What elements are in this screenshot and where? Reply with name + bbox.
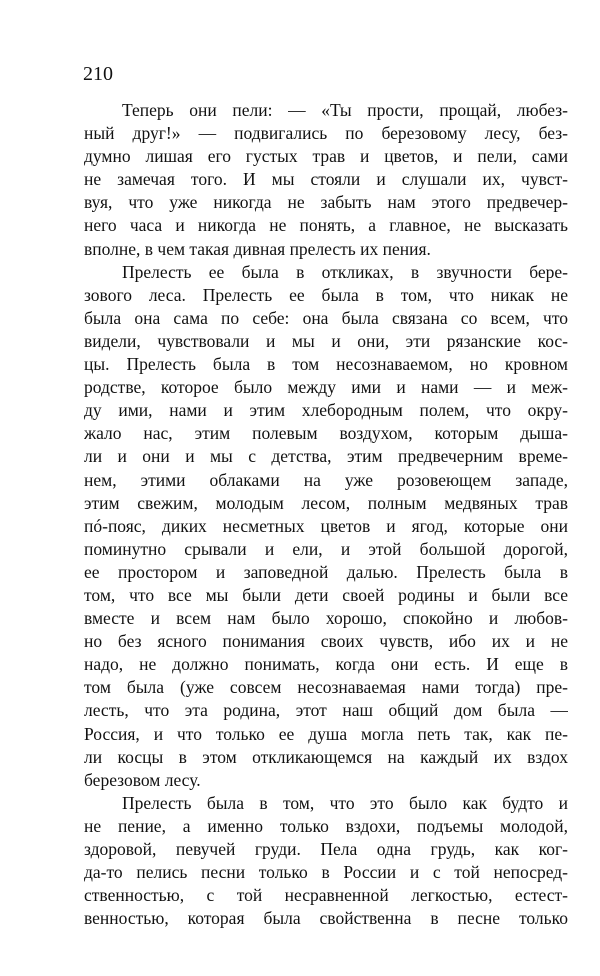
text-line: пó-пояс, диких несметных цветов и ягод, которые они xyxy=(84,515,568,536)
text-line: вместе и всем нам было хорошо, спокойно и любов- xyxy=(84,608,568,629)
text-line: лесть, что эта родина, этот наш общий дом была — xyxy=(84,700,568,721)
text-line: жало нас, этим полевым воздухом, которым дыша- xyxy=(84,423,568,444)
text-line: поминутно срывали и ели, и этой большой дорогой, xyxy=(84,538,568,559)
text-line: родстве, которое было между ими и нами — и меж- xyxy=(84,377,568,398)
text-line: венностью, которая была свойственна в песне только xyxy=(84,908,568,929)
text-line: не замечая того. И мы стояли и слушали их, чувст- xyxy=(84,169,568,190)
text-line: цы. Прелесть была в том несознаваемом, но кровном xyxy=(84,354,568,375)
text-line: не пение, а именно только вздохи, подъемы молодой, xyxy=(84,815,568,836)
text-line: ный друг!» — подвигались по березовому лесу, без- xyxy=(84,123,568,144)
text-line: ду ими, нами и этим хлебородным полем, что окру- xyxy=(84,400,568,421)
text-line: но без ясного понимания своих чувств, ибо их и не xyxy=(84,631,568,652)
text-line: этим свежим, молодым лесом, полным медвяных трав xyxy=(84,492,568,513)
body-text xyxy=(84,99,568,930)
text-line: вполне, в чем такая дивная прелесть их пения. xyxy=(84,238,431,259)
text-line: да-то пелись песни только в России и с той непосред- xyxy=(84,862,568,883)
text-line: том была (уже совсем несознаваемая нами тогда) пре- xyxy=(84,677,568,698)
text-line: него часа и никогда не понять, а главное, не высказать xyxy=(84,215,568,236)
text-line: надо, не должно понимать, когда они есть. И еще в xyxy=(84,654,568,675)
text-line: ственностью, с той несравненной легкостью, естест- xyxy=(84,885,568,906)
text-line: ли и они и мы с детства, этим предвечерним време- xyxy=(84,446,568,467)
text-line: зового леса. Прелесть ее была в том, что никак не xyxy=(84,284,568,305)
text-line: здоровой, певучей груди. Пела одна грудь, как ког- xyxy=(84,839,568,859)
page-number: 210 xyxy=(83,63,113,85)
text-line: вуя, что уже никогда не забыть нам этого предвечер- xyxy=(84,192,568,213)
text-line: думно лишая его густых трав и цветов, и пели, сами xyxy=(84,146,568,167)
text-line: том, что все мы были дети своей родины и были все xyxy=(84,584,568,605)
text-line: Прелесть была в том, что это было как будто и xyxy=(122,792,568,813)
text-line: Теперь они пели: — «Ты прости, прощай, любез- xyxy=(122,100,568,120)
text-line: ли косцы в этом откликающемся на каждый их вздох xyxy=(84,746,568,767)
text-line: ее простором и заповедной далью. Прелесть была в xyxy=(84,561,568,582)
text-line: березовом лесу. xyxy=(84,769,201,790)
text-line: Россия, и что только ее душа могла петь так, как пе- xyxy=(84,723,568,744)
text-line: нем, этими облаками на уже розовеющем западе, xyxy=(84,469,568,490)
text-line: была она сама по себе: она была связана со всем, что xyxy=(84,307,568,328)
text-line: видели, чувствовали и мы и они, эти рязанские кос- xyxy=(84,330,568,351)
text-line: Прелесть ее была в откликах, в звучности бере- xyxy=(122,261,568,282)
